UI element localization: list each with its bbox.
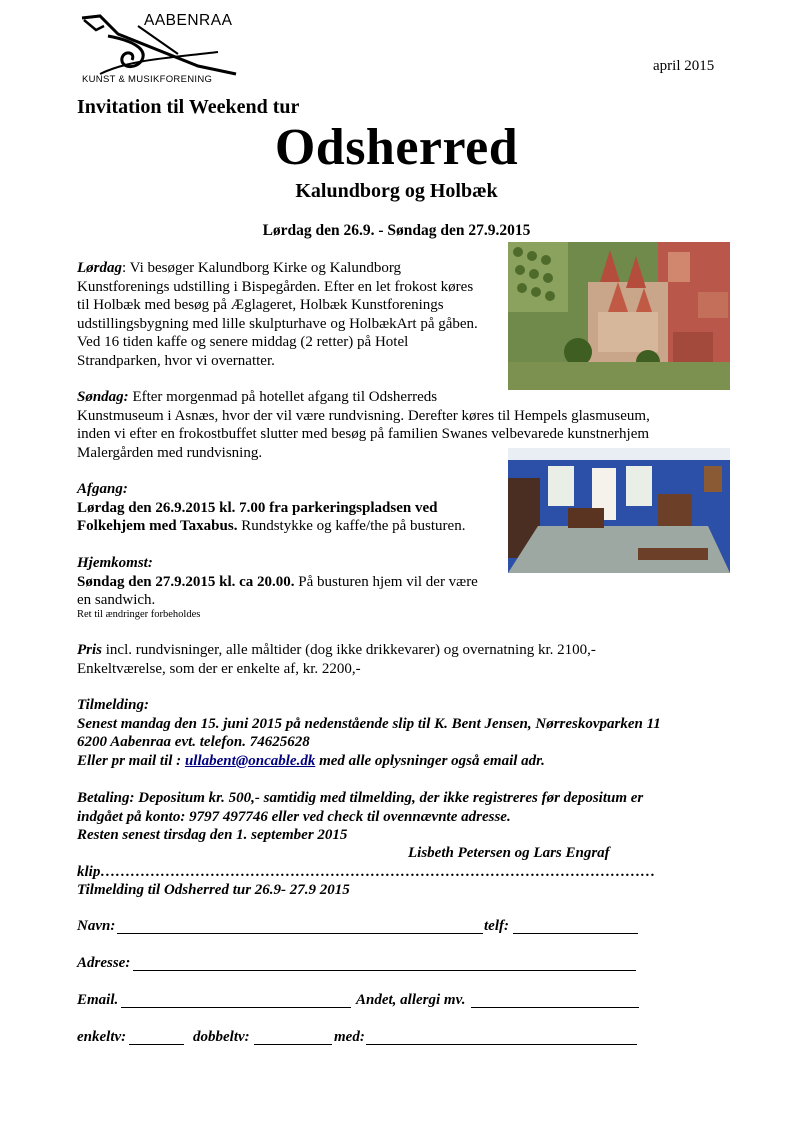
other-field[interactable] [471, 1007, 639, 1008]
signup-line-1: Senest mandag den 15. juni 2015 på nedenstående slip til K. Bent Jensen, Nørreskovparken 11 [77, 715, 661, 732]
phone-label: telf: [484, 918, 509, 934]
other-label: Andet, allergi mv. [356, 992, 466, 1008]
sunday-line-4: Malergården med rundvisning. [77, 444, 263, 461]
departure-line-1: Lørdag den 26.9.2015 kl. 7.00 fra parkeringspladsen ved [77, 499, 438, 516]
email-label: Email. [77, 992, 119, 1008]
single-room-field[interactable] [129, 1044, 184, 1045]
price-line-1: Pris incl. rundvisninger, alle måltider (dog ikke drikkevarer) og overnatning kr. 2100,- [77, 642, 596, 658]
payment-line-1: Betaling: Depositum kr. 500,- samtidig med tilmelding, der ikke registreres før depositum er [77, 790, 644, 806]
departure-line-2: Folkehjem med Taxabus. Rundstykke og kaffe/the på busturen. [77, 518, 466, 534]
departure-label: Afgang: [77, 481, 128, 497]
payment-line-2: indgået på konto: 9797 497746 eller ved check til ovennævnte adresse. [77, 808, 511, 825]
with-label: med: [334, 1029, 365, 1045]
single-room-label: enkeltv: [77, 1029, 127, 1045]
sunday-line-2: Kunstmuseum i Asnæs, hvor der vil være rundvisning. Derefter køres til Hempels glasmuseum, [77, 407, 650, 424]
saturday-line-5: Ved 16 tiden kaffe og senere middag (2 retter) på Hotel [77, 334, 409, 350]
return-line-1: Søndag den 27.9.2015 kl. ca 20.00. På busturen hjem vil der være [77, 573, 478, 590]
trip-dates: Lørdag den 26.9. - Søndag den 27.9.2015 [262, 222, 531, 239]
changes-note: Ret til ændringer forbeholdes [77, 609, 201, 620]
name-label: Navn: [77, 918, 116, 934]
blue-room-photo [508, 448, 730, 573]
logo [78, 12, 243, 92]
return-label: Hjemkomst: [77, 555, 153, 571]
price-line-2: Enkeltværelse, som der er enkelte af, kr. 2200,- [77, 660, 361, 677]
double-room-label: dobbeltv: [193, 1029, 250, 1045]
cut-line: klip………………………………………………………………………………………………… [77, 863, 656, 880]
email-field[interactable] [121, 1007, 351, 1008]
saturday-line-2: Kunstforenings udstilling i Bispegården. Efter en let frokost køres [77, 278, 474, 295]
with-field[interactable] [366, 1044, 637, 1045]
name-field[interactable] [117, 933, 483, 934]
sunday-label: Søndag: [77, 389, 129, 405]
logo-bottom-text: KUNST & MUSIKFORENING [82, 74, 213, 85]
saturday-line-4: udstillingsbygning med lille skulpturhave og HolbækArt på gåben. [77, 315, 478, 332]
signup-line-3: Eller pr mail til : ullabent@oncable.dk med alle oplysninger også email adr. [77, 752, 545, 769]
saturday-label: Lørdag [77, 260, 122, 276]
address-label: Adresse: [77, 955, 131, 971]
signup-label: Tilmelding: [77, 697, 149, 713]
saturday-line-6: Strandparken, hvor vi overnatter. [77, 352, 275, 369]
saturday-line-3: til Holbæk med besøg på Æglageret, Holbæk Kunstforenings [77, 297, 444, 313]
sunday-line-3: inden vi efter en frokostbuffet slutter med besøg på familien Swanes velbevarede kunstnerhjem [77, 426, 650, 442]
logo-top-text: AABENRAA [144, 12, 233, 29]
email-link[interactable]: ullabent@oncable.dk [184, 752, 316, 769]
invitation-heading: Invitation til Weekend tur [77, 96, 300, 118]
document-date: april 2015 [653, 58, 715, 74]
church-aerial-photo [508, 242, 730, 390]
signup-line-2: 6200 Aabenraa evt. telefon. 74625628 [77, 734, 310, 750]
price-label: Pris [77, 642, 103, 658]
signature: Lisbeth Petersen og Lars Engraf [408, 845, 610, 861]
address-field[interactable] [133, 970, 636, 971]
form-heading: Tilmelding til Odsherred tur 26.9- 27.9 2015 [77, 882, 350, 898]
phone-field[interactable] [513, 933, 638, 934]
page-title: Odsherred [274, 119, 519, 176]
page-subtitle: Kalundborg og Holbæk [295, 180, 498, 202]
payment-line-3: Resten senest tirsdag den 1. september 2015 [77, 827, 348, 843]
sunday-line-1: Søndag: Efter morgenmad på hotellet afgang til Odsherreds [77, 389, 438, 405]
saturday-line-1: Lørdag: Vi besøger Kalundborg Kirke og Kalundborg [77, 260, 402, 276]
double-room-field[interactable] [254, 1044, 332, 1045]
return-line-2: en sandwich. [77, 592, 156, 608]
